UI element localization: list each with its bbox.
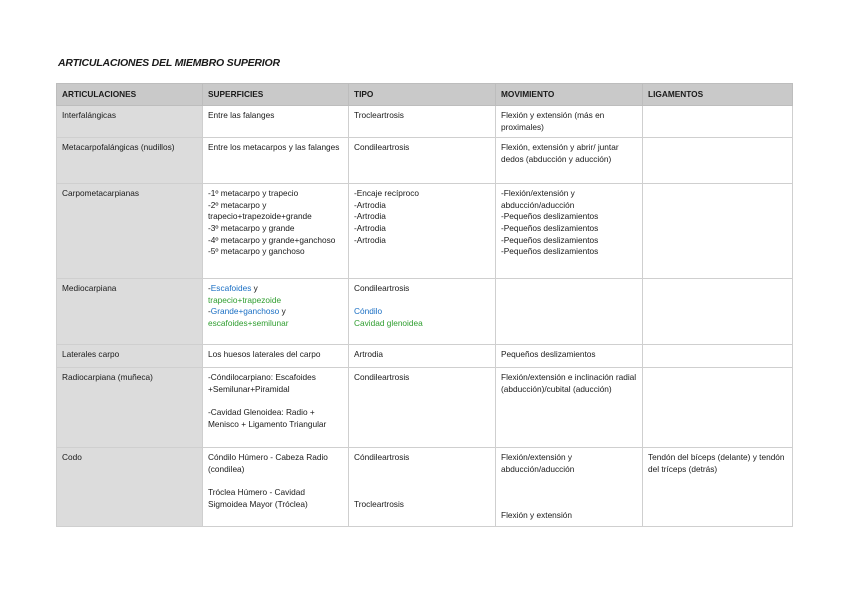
table-row <box>57 345 793 368</box>
cell-line: -5º metacarpo y ganchoso <box>208 246 305 257</box>
header-ligamentos: LIGAMENTOS <box>643 84 793 106</box>
header-tipo: TIPO <box>349 84 496 106</box>
header-articulaciones: ARTICULACIONES <box>57 84 203 106</box>
cell-line: -Pequeños deslizamientos <box>501 211 599 222</box>
row-name: Metacarpofalángicas (nudillos) <box>57 138 203 184</box>
grande-text: Grande+ganchoso <box>210 306 280 317</box>
cavidad-text: Cavidad glenoidea <box>354 317 423 328</box>
escafoides-semilunar-text: escafoides+semilunar <box>208 317 289 328</box>
cell-line: Flexión y extensión <box>501 510 573 521</box>
cell-tipo <box>349 184 496 279</box>
joints-table <box>56 83 793 527</box>
cell-line: -Pequeños deslizamientos <box>501 234 599 245</box>
cell-line: -Cóndilocarpiano: Escafoides +Semilunar+Piramidal <box>208 372 316 394</box>
cell-line: Condileartrosis <box>354 283 410 294</box>
spacer <box>354 464 490 499</box>
cell-superficies <box>203 368 349 448</box>
cell-line: -2º metacarpo y trapecio+trapezoide+grande <box>208 199 312 222</box>
cell-line <box>208 306 343 318</box>
cell-line: Cóndilo Húmero - Cabeza Radio (condilea) <box>208 452 328 474</box>
cell-tipo <box>349 345 496 368</box>
cell-line <box>208 283 343 295</box>
spacer <box>501 475 637 510</box>
escafoides-text: Escafoides <box>210 283 252 294</box>
cell-line: -Flexión/extensión y abducción/aducción <box>501 188 575 210</box>
cell-superficies <box>203 184 349 279</box>
cell-tipo <box>349 448 496 527</box>
cell-tipo <box>349 368 496 448</box>
cell-superficies <box>203 345 349 368</box>
cell-ligamentos <box>643 345 793 368</box>
cell-line: Flexión/extensión y abducción/aducción <box>501 452 575 474</box>
cell-line: -Cavidad Glenoidea: Radio + Menisco + Ligamento Triangular <box>208 406 327 429</box>
cell-line: -Pequeños deslizamientos <box>501 222 599 233</box>
cell-line: Entre los metacarpos y las falanges <box>208 142 340 153</box>
cell-ligamentos <box>643 184 793 279</box>
cell-ligamentos <box>643 279 793 345</box>
spacer <box>208 395 343 407</box>
table-row <box>57 448 793 527</box>
cell-movimiento <box>496 345 643 368</box>
cell-line: Trocleartrosis <box>354 498 404 509</box>
row-name: Interfalángicas <box>57 106 203 138</box>
cell-line: Tróclea Húmero - Cavidad Sigmoidea Mayor (Tróclea) <box>208 486 308 509</box>
table-header-row <box>57 84 793 106</box>
cell-line: -Encaje recíproco <box>354 188 420 199</box>
cell-line: Condileartrosis <box>354 142 410 153</box>
row-name: Radiocarpiana (muñeca) <box>57 368 203 448</box>
header-movimiento: MOVIMIENTO <box>496 84 643 106</box>
cell-line: -Artrodia <box>354 211 386 222</box>
cell-line: Entre las falanges <box>208 110 275 120</box>
cell-line: -Artrodia <box>354 234 386 245</box>
cell-line: -3º metacarpo y grande <box>208 222 295 233</box>
cell-superficies <box>203 106 349 138</box>
cell-movimiento <box>496 138 643 184</box>
cell-movimiento <box>496 448 643 527</box>
cell-line: -Pequeños deslizamientos <box>501 246 599 257</box>
cell-line: Cóndileartrosis <box>354 452 410 463</box>
row-name: Carpometacarpianas <box>57 184 203 279</box>
cell-movimiento <box>496 184 643 279</box>
cell-movimiento <box>496 368 643 448</box>
row-name: Mediocarpiana <box>57 279 203 345</box>
cell-movimiento <box>496 106 643 138</box>
cell-line: -1º metacarpo y trapecio <box>208 188 299 199</box>
cell-ligamentos <box>643 138 793 184</box>
trapecio-text: trapecio+trapezoide <box>208 294 282 305</box>
table-row <box>57 138 793 184</box>
header-superficies: SUPERFICIES <box>203 84 349 106</box>
cell-line: Flexión, extensión y abrir/ juntar dedos (abducción y aducción) <box>501 142 619 164</box>
cell-line: -Artrodia <box>354 222 386 233</box>
document-title: ARTICULACIONES DEL MIEMBRO SUPERIOR <box>58 57 280 69</box>
and-text: y <box>251 283 258 294</box>
cell-line: Artrodia <box>354 349 384 360</box>
spacer <box>208 475 343 487</box>
cell-superficies <box>203 279 349 345</box>
cell-superficies <box>203 448 349 527</box>
cell-line: Los huesos laterales del carpo <box>208 349 321 360</box>
cell-line: Condileartrosis <box>354 372 410 383</box>
cell-line: -4º metacarpo y grande+ganchoso <box>208 234 336 245</box>
cell-line: Flexión y extensión (más en proximales) <box>501 110 605 132</box>
cell-tipo <box>349 138 496 184</box>
cell-superficies <box>203 138 349 184</box>
spacer <box>354 295 490 307</box>
dash-text: - <box>208 306 211 317</box>
condilo-text: Cóndilo <box>354 306 383 317</box>
and-text: y <box>279 306 286 317</box>
table-row <box>57 279 793 345</box>
cell-line: Pequeños deslizamientos <box>501 349 596 360</box>
cell-line: Flexión/extensión e inclinación radial (abducción)/cubital (aducción) <box>501 372 637 394</box>
cell-line: -Artrodia <box>354 199 386 210</box>
cell-ligamentos: Tendón del bíceps (delante) y tendón del tríceps (detrás) <box>643 448 793 527</box>
cell-ligamentos <box>643 368 793 448</box>
table-row <box>57 106 793 138</box>
cell-movimiento <box>496 279 643 345</box>
cell-tipo <box>349 279 496 345</box>
cell-ligamentos <box>643 106 793 138</box>
cell-line: Trocleartrosis <box>354 110 404 120</box>
cell-tipo <box>349 106 496 138</box>
row-name: Codo <box>57 448 203 527</box>
dash-text: - <box>208 283 211 294</box>
table-row <box>57 184 793 279</box>
table-row <box>57 368 793 448</box>
row-name: Laterales carpo <box>57 345 203 368</box>
